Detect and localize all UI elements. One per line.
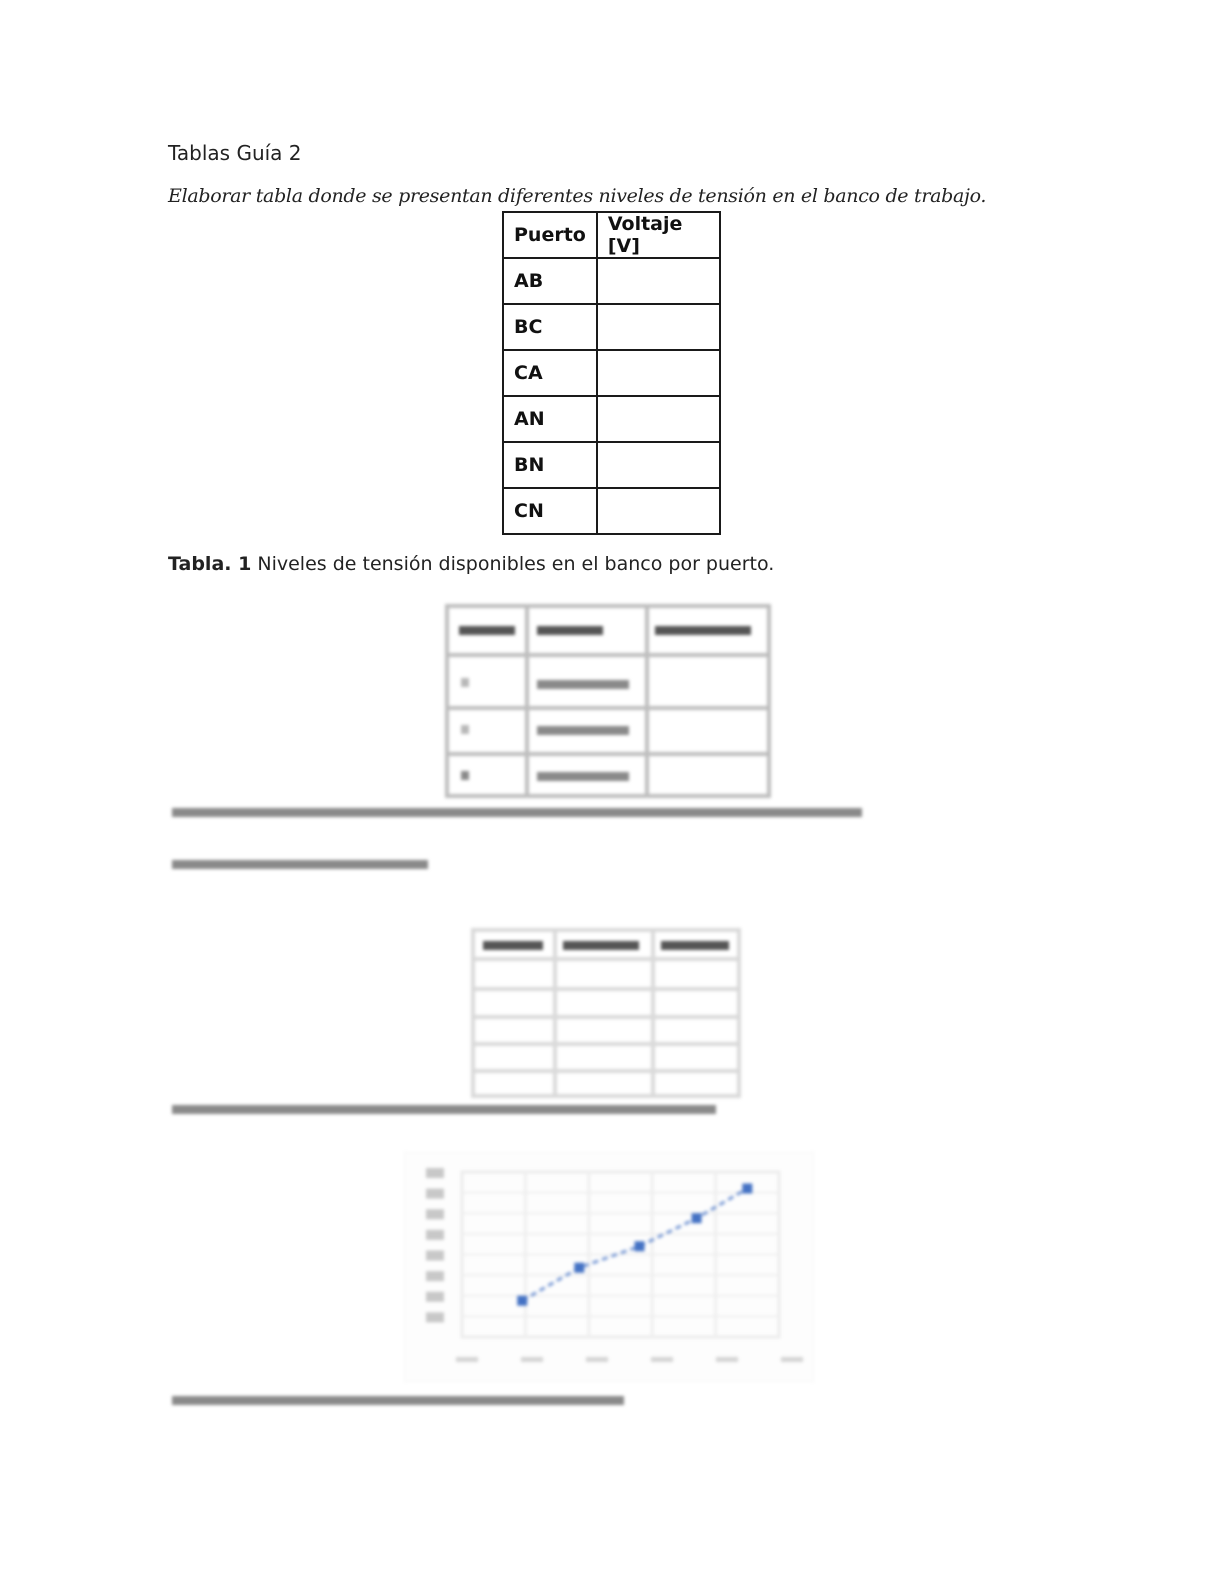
obscured-figure-caption	[172, 1396, 624, 1408]
y-tick-label	[426, 1209, 444, 1219]
data-point	[635, 1241, 645, 1251]
chart-area	[404, 1152, 814, 1382]
x-tick-label	[716, 1357, 738, 1362]
header-voltaje: Voltaje [V]	[597, 212, 720, 258]
table-header-row	[503, 212, 720, 258]
instruction-text: Elaborar tabla donde se presentan diferentes niveles de tensión en el banco de trabajo.	[168, 185, 987, 207]
y-tick-label	[426, 1312, 444, 1322]
scatter-chart	[404, 1152, 814, 1382]
cell-voltaje[interactable]	[597, 304, 720, 350]
voltage-table	[502, 211, 721, 535]
x-tick-label	[651, 1357, 673, 1362]
x-tick-label	[456, 1357, 478, 1362]
caption-text: Niveles de tensión disponibles en el banco por puerto.	[251, 553, 775, 575]
table1-caption	[168, 553, 774, 575]
table-row	[503, 488, 720, 534]
y-tick-label	[426, 1189, 444, 1199]
x-tick-label	[586, 1357, 608, 1362]
header-puerto: Puerto	[503, 212, 597, 258]
cell-puerto: CA	[503, 350, 597, 396]
cell-voltaje[interactable]	[597, 258, 720, 304]
table-row	[503, 396, 720, 442]
cell-puerto: AB	[503, 258, 597, 304]
obscured-table-3	[471, 928, 741, 1098]
obscured-caption-2	[172, 808, 862, 820]
cell-voltaje[interactable]	[597, 396, 720, 442]
table-row	[503, 350, 720, 396]
cell-voltaje[interactable]	[597, 350, 720, 396]
table-row	[503, 304, 720, 350]
data-point	[574, 1263, 584, 1273]
cell-puerto: BN	[503, 442, 597, 488]
table-row	[503, 258, 720, 304]
cell-voltaje[interactable]	[597, 488, 720, 534]
y-tick-label	[426, 1168, 444, 1178]
data-point	[692, 1213, 702, 1223]
cell-voltaje[interactable]	[597, 442, 720, 488]
caption-label: Tabla. 1	[168, 553, 252, 575]
obscured-table-2	[445, 604, 771, 798]
data-point	[517, 1296, 527, 1306]
y-tick-label	[426, 1251, 444, 1261]
obscured-caption-3	[172, 1105, 716, 1117]
obscured-heading	[172, 860, 428, 874]
y-tick-label	[426, 1292, 444, 1302]
data-point	[742, 1184, 752, 1194]
document-title: Tablas Guía 2	[168, 141, 302, 165]
cell-puerto: BC	[503, 304, 597, 350]
y-tick-label	[426, 1230, 444, 1240]
table-row	[503, 442, 720, 488]
x-tick-label	[521, 1357, 543, 1362]
cell-puerto: AN	[503, 396, 597, 442]
y-tick-label	[426, 1271, 444, 1281]
x-tick-label	[781, 1357, 803, 1362]
cell-puerto: CN	[503, 488, 597, 534]
